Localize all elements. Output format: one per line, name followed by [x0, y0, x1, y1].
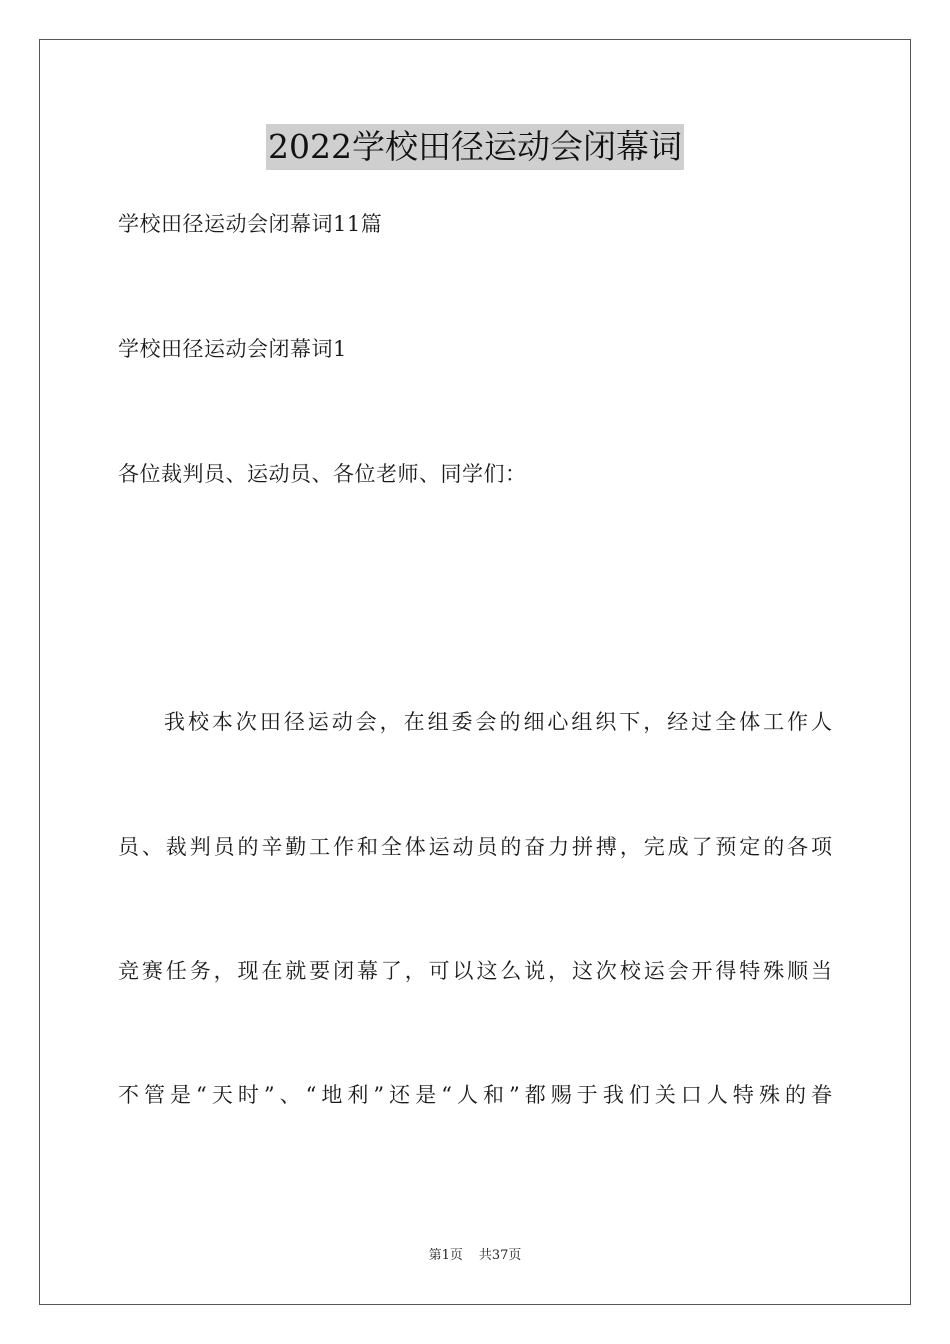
paragraph-line: 我校本次田径运动会，在组委会的细心组织下，经过全体工作人 — [164, 710, 832, 734]
paragraph-line: 竞赛任务，现在就要闭幕了，可以这么说，这次校运会开得特殊顺当 — [118, 959, 832, 983]
salutation: 各位裁判员、运动员、各位老师、同学们： — [118, 462, 527, 486]
page-footer — [0, 1247, 950, 1265]
page-number: 第1页 — [428, 1248, 463, 1263]
paragraph-line: 不管是“天时”、“地利”还是“人和”都赐于我们关口人特殊的眷 — [118, 1083, 832, 1107]
page-count: 共37页 — [478, 1248, 522, 1263]
section-heading: 学校田径运动会闭幕词1 — [118, 337, 347, 361]
paragraph-line: 员、裁判员的辛勤工作和全体运动员的奋力拼搏，完成了预定的各项 — [118, 835, 832, 859]
document-subtitle: 学校田径运动会闭幕词11篇 — [118, 212, 383, 236]
document-title-text: 2022学校田径运动会闭幕词 — [266, 124, 684, 170]
document-title — [0, 124, 950, 170]
